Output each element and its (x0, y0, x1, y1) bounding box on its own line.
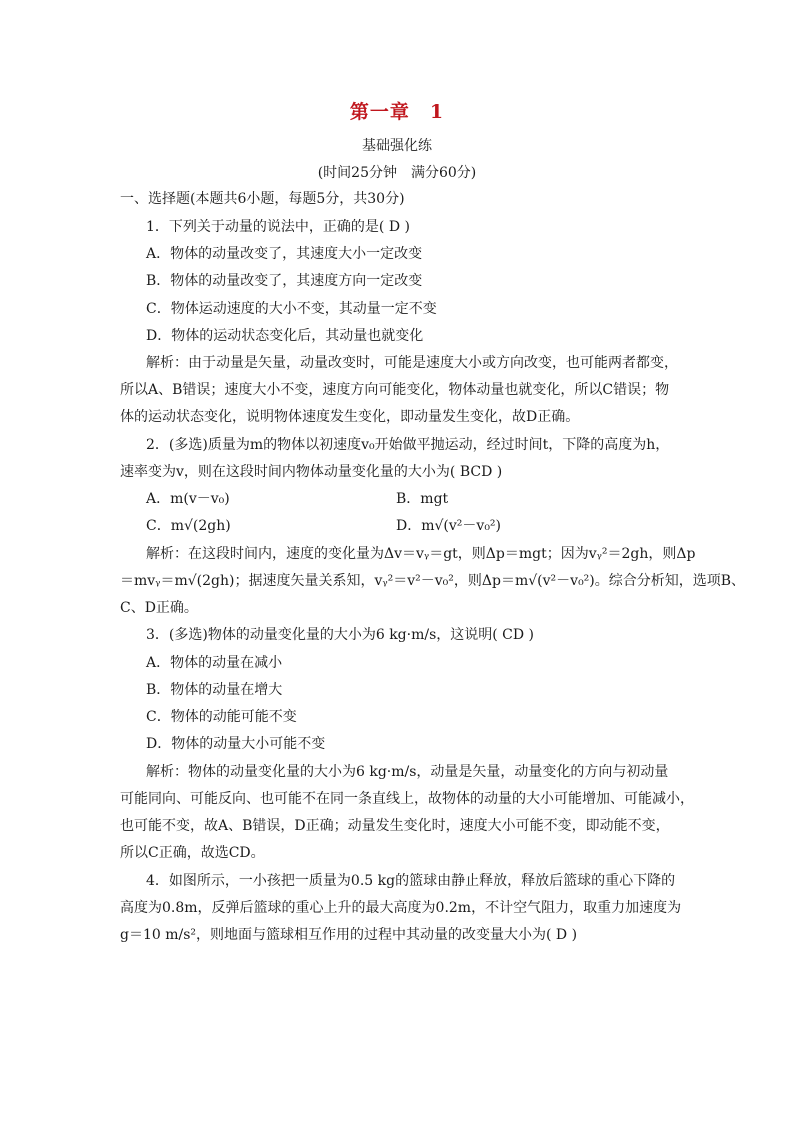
q4-stem-line-2: 高度为0.8m，反弹后篮球的重心上升的最大高度为0.2m，不计空气阻力，取重力加速度为 (120, 900, 682, 916)
q3-analysis-line-1: 解析：物体的动量变化量的大小为6 kg·m/s，动量是矢量，动量变化的方向与初动量 (146, 764, 669, 780)
q2-stem-line-1: 2．(多选)质量为m的物体以初速度v₀开始做平抛运动，经过时间t，下降的高度为h， (146, 437, 670, 453)
q1-stem: 1．下列关于动量的说法中，正确的是( D ) (146, 219, 410, 235)
q3-option-d: D．物体的动量大小可能不变 (146, 736, 326, 752)
q2-analysis-line-3: C、D正确。 (120, 600, 198, 616)
q3-analysis-line-3: 也可能不变，故A、B错误，D正确；动量发生变化时，速度大小可能不变，即动能不变， (120, 818, 670, 834)
q2-analysis-line-2: ＝mvᵧ＝m√(2gh)；据速度矢量关系知，vᵧ²＝v²－v₀²，则Δp＝m√(v²－v₀²)。综合分析知，选项B、 (120, 573, 746, 589)
chapter-title: 第一章 1 (349, 101, 445, 123)
time-info: (时间25分钟 满分60分) (317, 165, 477, 181)
q2-option-a: A．m(v－v₀) (146, 491, 230, 507)
q3-stem: 3．(多选)物体的动量变化量的大小为6 kg·m/s，这说明( CD ) (146, 627, 535, 643)
q1-option-c: C．物体运动速度的大小不变，其动量一定不变 (146, 301, 437, 317)
section-heading: 一、选择题(本题共6小题，每题5分，共30分) (120, 191, 405, 207)
q2-option-c: C．m√(2gh) (146, 518, 231, 534)
q2-option-b: B．mgt (396, 491, 449, 507)
q2-stem-line-2: 速率变为v，则在这段时间内物体动量变化量的大小为( BCD ) (120, 464, 503, 480)
q3-option-a: A．物体的动量在减小 (146, 655, 283, 671)
q1-option-d: D．物体的运动状态变化后，其动量也就变化 (146, 328, 424, 344)
q3-analysis-line-2: 可能同向、可能反向、也可能不在同一条直线上，故物体的动量的大小可能增加、可能减小， (120, 791, 694, 807)
q1-analysis-line-2: 所以A、B错误；速度大小不变，速度方向可能变化，物体动量也就变化，所以C错误；物 (120, 382, 670, 398)
q1-analysis-line-1: 解析：由于动量是矢量，动量改变时，可能是速度大小或方向改变，也可能两者都变， (146, 355, 678, 371)
q1-analysis-line-3: 体的运动状态变化，说明物体速度发生变化，即动量发生变化，故D正确。 (120, 409, 580, 425)
q1-option-b: B．物体的动量改变了，其速度方向一定改变 (146, 273, 423, 289)
q2-option-d: D．m√(v²－v₀²) (396, 518, 501, 534)
q3-analysis-line-4: 所以C正确，故选CD。 (120, 845, 265, 861)
q4-stem-line-1: 4．如图所示，一小孩把一质量为0.5 kg的篮球由静止释放，释放后篮球的重心下降的 (146, 873, 676, 889)
q4-stem-line-3: g＝10 m/s²，则地面与篮球相互作用的过程中其动量的改变量大小为( D ) (120, 927, 578, 943)
q2-analysis-line-1: 解析：在这段时间内，速度的变化量为Δv＝vᵧ＝gt，则Δp＝mgt；因为vᵧ²＝2gh，则Δp (146, 546, 696, 562)
section-subtitle: 基础强化练 (362, 138, 432, 154)
q3-option-b: B．物体的动量在增大 (146, 682, 283, 698)
q1-option-a: A．物体的动量改变了，其速度大小一定改变 (146, 246, 423, 262)
q3-option-c: C．物体的动能可能不变 (146, 709, 297, 725)
